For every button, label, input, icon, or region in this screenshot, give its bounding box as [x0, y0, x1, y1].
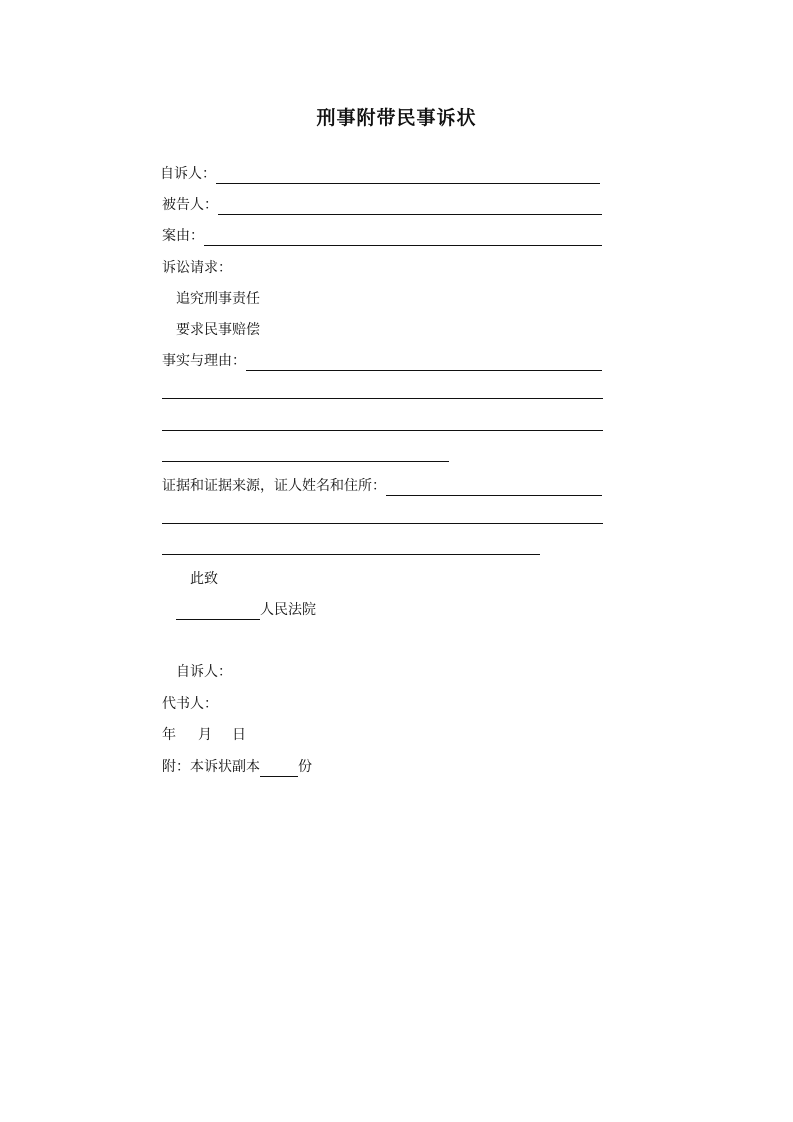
copies-field[interactable]	[260, 760, 298, 777]
facts-label: 事实与理由：	[162, 353, 246, 369]
date-year: 年	[162, 727, 176, 743]
court-row	[176, 600, 316, 620]
defendant-label: 被告人：	[162, 197, 218, 213]
cause-row	[162, 226, 602, 246]
court-suffix: 人民法院	[260, 602, 316, 618]
attachment-suffix: 份	[298, 759, 312, 775]
document-title: 刑事附带民事诉状	[316, 107, 477, 129]
evidence-label: 证据和证据来源，证人姓名和住所：	[162, 478, 386, 494]
claims-label: 诉讼请求：	[162, 260, 232, 276]
evidence-line-3[interactable]	[162, 554, 540, 555]
evidence-row	[162, 476, 602, 496]
evidence-line-2[interactable]	[162, 523, 603, 524]
facts-line-3[interactable]	[162, 430, 603, 431]
attachment-prefix: 附：本诉状副本	[162, 759, 260, 775]
signature-plaintiff: 自诉人：	[176, 664, 232, 680]
facts-field[interactable]	[246, 354, 602, 371]
facts-row	[162, 351, 602, 371]
salutation: 此致	[190, 571, 218, 587]
cause-label: 案由：	[162, 228, 204, 244]
plaintiff-label: 自诉人：	[160, 166, 216, 182]
plaintiff-field[interactable]	[216, 167, 600, 184]
date-row	[162, 725, 246, 745]
signature-writer: 代书人：	[162, 696, 218, 712]
attachment-row	[162, 757, 312, 777]
claim-item-1: 追究刑事责任	[176, 291, 260, 307]
plaintiff-row	[160, 164, 600, 184]
defendant-field[interactable]	[218, 198, 602, 215]
claim-item-2: 要求民事赔偿	[176, 322, 260, 338]
court-name-field[interactable]	[176, 603, 260, 620]
date-day: 日	[232, 727, 246, 743]
evidence-field[interactable]	[386, 479, 602, 496]
cause-field[interactable]	[204, 229, 602, 246]
facts-line-2[interactable]	[162, 398, 603, 399]
date-month: 月	[198, 727, 212, 743]
facts-line-4[interactable]	[162, 461, 449, 462]
defendant-row	[162, 195, 602, 215]
